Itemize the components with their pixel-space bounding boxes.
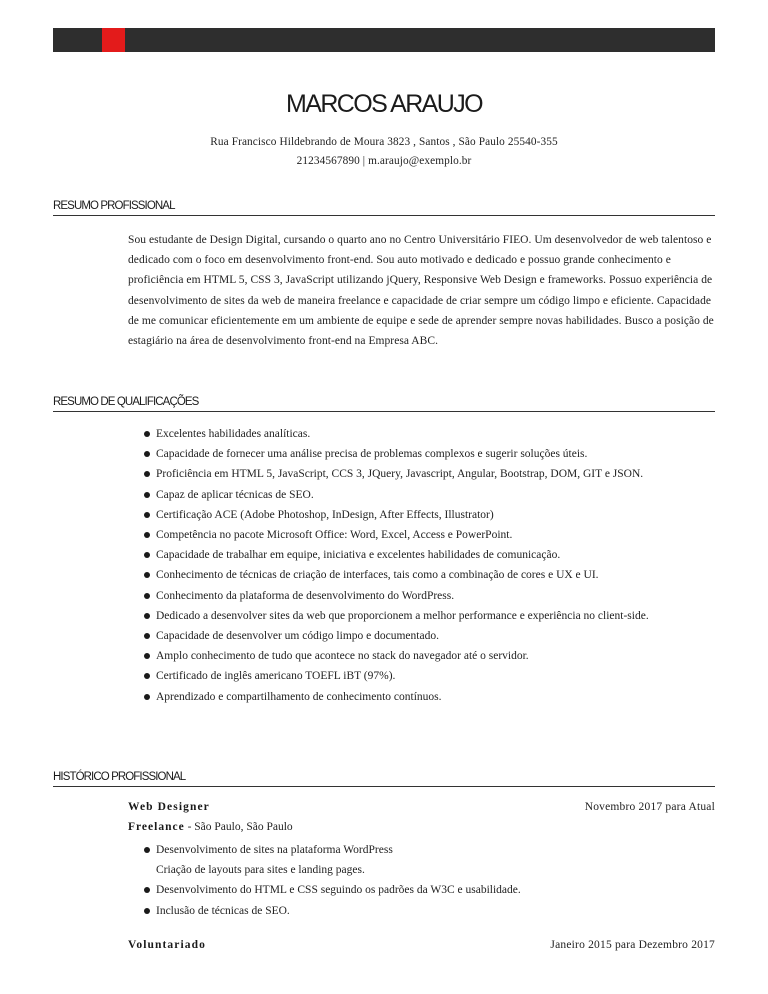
list-item: Dedicado a desenvolver sites da web que proporcionem a melhor performance e experiência no client-side.: [128, 606, 716, 626]
job-dates: Novembro 2017 para Atual: [584, 801, 715, 813]
list-item: Excelentes habilidades analíticas.: [128, 424, 716, 444]
job-tasks-list: [128, 840, 716, 921]
job-title: Web Designer: [128, 801, 210, 813]
job-company: Freelance: [128, 821, 185, 833]
phone-email-line: 21234567890 | m.araujo@exemplo.br: [296, 155, 472, 167]
section-title-summary: RESUMO PROFISSIONAL: [53, 200, 715, 216]
header-bar: [53, 28, 715, 52]
job-company-line: [128, 821, 293, 833]
job-dates: Janeiro 2015 para Dezembro 2017: [550, 939, 715, 951]
job-title: Voluntariado: [128, 939, 206, 951]
list-item: Criação de layouts para sites e landing pages.: [156, 864, 365, 877]
list-item: Capacidade de desenvolver um código limpo e documentado.: [128, 626, 716, 646]
summary-text: Sou estudante de Design Digital, cursando o quarto ano no Centro Universitário FIEO. Um desenvolvedor de web talentoso e dedicado com o foco em desenvolvimento front-end. Sou auto motivado e dedicado e possuo grande conhecimento e proficiência em HTML 5, CSS 3, JavaScript utilizando jQuery, Responsive Web Design e frameworks. Possuo experiência de desenvolvimento de sites da web de maneira freelance e capacidade de criar sempre um código limpo e eficiente. Capacidade de me comunicar eficientemente em um ambiente de equipe e sede de aprender sempre novas habilidades. Busco a posição de estagiário na área de desenvolvimento front-end na Empresa ABC.: [128, 234, 714, 348]
list-item: Inclusão de técnicas de SEO.: [128, 901, 716, 921]
section-title-qualifications: RESUMO DE QUALIFICAÇÕES: [53, 396, 715, 412]
list-item: Certificação ACE (Adobe Photoshop, InDesign, After Effects, Illustrator): [128, 505, 716, 525]
list-item: Proficiência em HTML 5, JavaScript, CCS 3, JQuery, Javascript, Angular, Bootstrap, DOM, GIT e JSON.: [128, 464, 716, 484]
list-item: Desenvolvimento do HTML e CSS seguindo os padrões da W3C e usabilidade.: [128, 880, 716, 900]
address-line: Rua Francisco Hildebrando de Moura 3823 , Santos , São Paulo 25540-355: [210, 136, 558, 148]
list-item: Conhecimento da plataforma de desenvolvimento do WordPress.: [128, 586, 716, 606]
list-item: Amplo conhecimento de tudo que acontece no stack do navegador até o servidor.: [128, 646, 716, 666]
list-item: Desenvolvimento de sites na plataforma WordPress: [128, 840, 716, 860]
qualifications-list: [128, 424, 716, 707]
list-item: Capaz de aplicar técnicas de SEO.: [128, 485, 716, 505]
list-item: Aprendizado e compartilhamento de conhecimento contínuos.: [128, 687, 716, 707]
candidate-name: MARCOS ARAUJO: [286, 90, 482, 118]
list-item: Capacidade de fornecer uma análise precisa de problemas complexos e sugerir soluções úteis.: [128, 444, 716, 464]
list-item: Conhecimento de técnicas de criação de interfaces, tais como a combinação de cores e UX e UI.: [128, 565, 716, 585]
list-item: Competência no pacote Microsoft Office: Word, Excel, Access e PowerPoint.: [128, 525, 716, 545]
list-item: Capacidade de trabalhar em equipe, iniciativa e excelentes habilidades de comunicação.: [128, 545, 716, 565]
list-item: Certificado de inglês americano TOEFL iBT (97%).: [128, 666, 716, 686]
header-accent-block: [102, 28, 125, 52]
section-title-history: HISTÓRICO PROFISSIONAL: [53, 771, 715, 787]
job-location: - São Paulo, São Paulo: [184, 821, 293, 833]
